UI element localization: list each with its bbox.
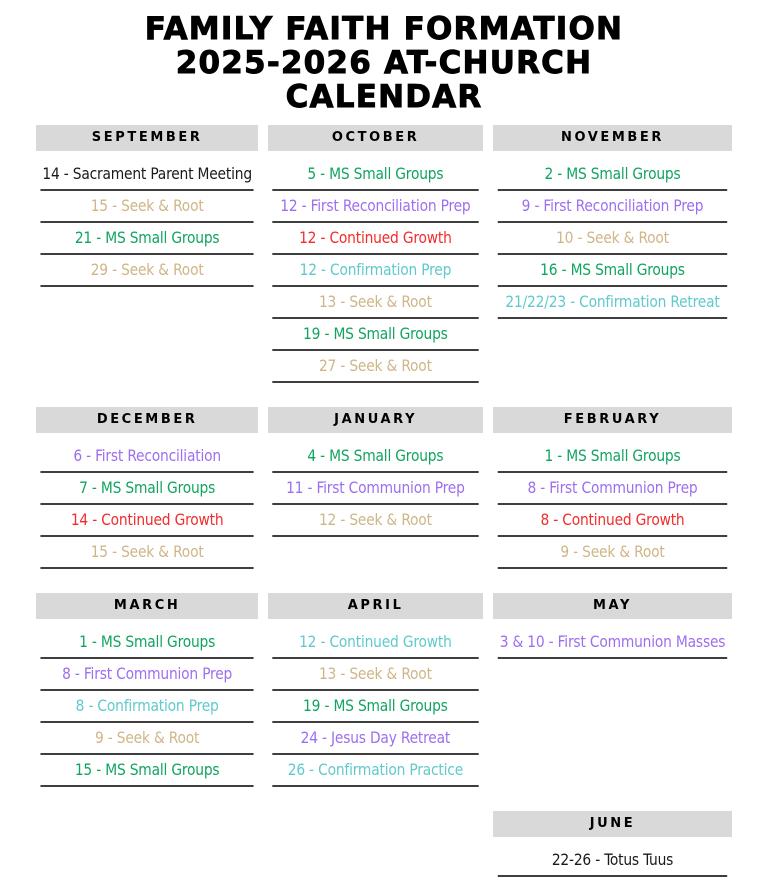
- event-list: [268, 441, 483, 537]
- month-grid: [0, 125, 768, 877]
- calendar-event[interactable]: 29 - Seek & Root: [40, 255, 253, 287]
- calendar-event[interactable]: 16 - MS Small Groups: [498, 255, 727, 287]
- calendar-event[interactable]: 21/22/23 - Confirmation Retreat: [498, 287, 727, 319]
- month-block-march: [36, 593, 258, 787]
- calendar-event[interactable]: 9 - Seek & Root: [40, 723, 253, 755]
- calendar-event[interactable]: 8 - Confirmation Prep: [40, 691, 253, 723]
- calendar-event[interactable]: 14 - Sacrament Parent Meeting: [40, 159, 253, 191]
- calendar-event[interactable]: 12 - Confirmation Prep: [273, 255, 479, 287]
- calendar-event[interactable]: 12 - Continued Growth: [273, 627, 479, 659]
- calendar-column-3: [493, 125, 732, 877]
- calendar-event[interactable]: 13 - Seek & Root: [273, 659, 479, 691]
- calendar-event[interactable]: 21 - MS Small Groups: [40, 223, 253, 255]
- calendar-event[interactable]: 3 & 10 - First Communion Masses: [498, 627, 727, 659]
- month-header-november: NOVEMBER: [493, 125, 732, 151]
- calendar-event[interactable]: 22-26 - Totus Tuus: [498, 845, 727, 877]
- calendar-event[interactable]: 19 - MS Small Groups: [273, 319, 479, 351]
- title-line-3: CALENDAR: [285, 79, 483, 115]
- calendar-event[interactable]: 11 - First Communion Prep: [273, 473, 479, 505]
- calendar-event[interactable]: 10 - Seek & Root: [498, 223, 727, 255]
- month-block-december: [36, 407, 258, 569]
- calendar-event[interactable]: 8 - Continued Growth: [498, 505, 727, 537]
- month-header-december: DECEMBER: [36, 407, 258, 433]
- calendar-event[interactable]: 27 - Seek & Root: [273, 351, 479, 383]
- calendar-event[interactable]: 1 - MS Small Groups: [498, 441, 727, 473]
- calendar-column-2: [268, 125, 483, 811]
- month-block-october: [268, 125, 483, 383]
- title-line-2: 2025-2026 AT-CHURCH: [175, 45, 593, 81]
- calendar-event[interactable]: 8 - First Communion Prep: [40, 659, 253, 691]
- month-block-february: [493, 407, 732, 569]
- month-header-june: JUNE: [493, 811, 732, 837]
- month-header-march: MARCH: [36, 593, 258, 619]
- month-block-may: [493, 593, 732, 659]
- calendar-event[interactable]: 26 - Confirmation Practice: [273, 755, 479, 787]
- month-header-september: SEPTEMBER: [36, 125, 258, 151]
- event-list: [493, 627, 732, 659]
- calendar-event[interactable]: 12 - Continued Growth: [273, 223, 479, 255]
- month-header-october: OCTOBER: [268, 125, 483, 151]
- calendar-event[interactable]: 13 - Seek & Root: [273, 287, 479, 319]
- title-line-1: FAMILY FAITH FORMATION: [144, 11, 624, 47]
- month-header-april: APRIL: [268, 593, 483, 619]
- calendar-event[interactable]: 14 - Continued Growth: [40, 505, 253, 537]
- month-header-january: JANUARY: [268, 407, 483, 433]
- event-list: [493, 845, 732, 877]
- month-block-april: [268, 593, 483, 787]
- calendar-column-1: [36, 125, 258, 811]
- calendar-event[interactable]: 7 - MS Small Groups: [40, 473, 253, 505]
- calendar-event[interactable]: 12 - Seek & Root: [273, 505, 479, 537]
- month-block-november: [493, 125, 732, 319]
- calendar-event[interactable]: 4 - MS Small Groups: [273, 441, 479, 473]
- calendar-event[interactable]: 1 - MS Small Groups: [40, 627, 253, 659]
- calendar-event[interactable]: 19 - MS Small Groups: [273, 691, 479, 723]
- event-list: [493, 159, 732, 319]
- month-block-june: [493, 811, 732, 877]
- calendar-event[interactable]: 2 - MS Small Groups: [498, 159, 727, 191]
- event-list: [493, 441, 732, 569]
- calendar-event[interactable]: 15 - Seek & Root: [40, 191, 253, 223]
- calendar-event[interactable]: 15 - MS Small Groups: [40, 755, 253, 787]
- calendar-event[interactable]: 6 - First Reconciliation: [40, 441, 253, 473]
- calendar-event[interactable]: 15 - Seek & Root: [40, 537, 253, 569]
- calendar-event[interactable]: 5 - MS Small Groups: [273, 159, 479, 191]
- month-header-february: FEBRUARY: [493, 407, 732, 433]
- calendar-event[interactable]: 12 - First Reconciliation Prep: [273, 191, 479, 223]
- event-list: [36, 627, 258, 787]
- calendar-event[interactable]: 8 - First Communion Prep: [498, 473, 727, 505]
- month-block-january: [268, 407, 483, 537]
- event-list: [268, 159, 483, 383]
- calendar-event[interactable]: 9 - Seek & Root: [498, 537, 727, 569]
- page-title: [0, 0, 768, 120]
- month-header-may: MAY: [493, 593, 732, 619]
- month-block-september: [36, 125, 258, 287]
- event-list: [36, 159, 258, 287]
- event-list: [268, 627, 483, 787]
- calendar-event[interactable]: 9 - First Reconciliation Prep: [498, 191, 727, 223]
- calendar-event[interactable]: 24 - Jesus Day Retreat: [273, 723, 479, 755]
- event-list: [36, 441, 258, 569]
